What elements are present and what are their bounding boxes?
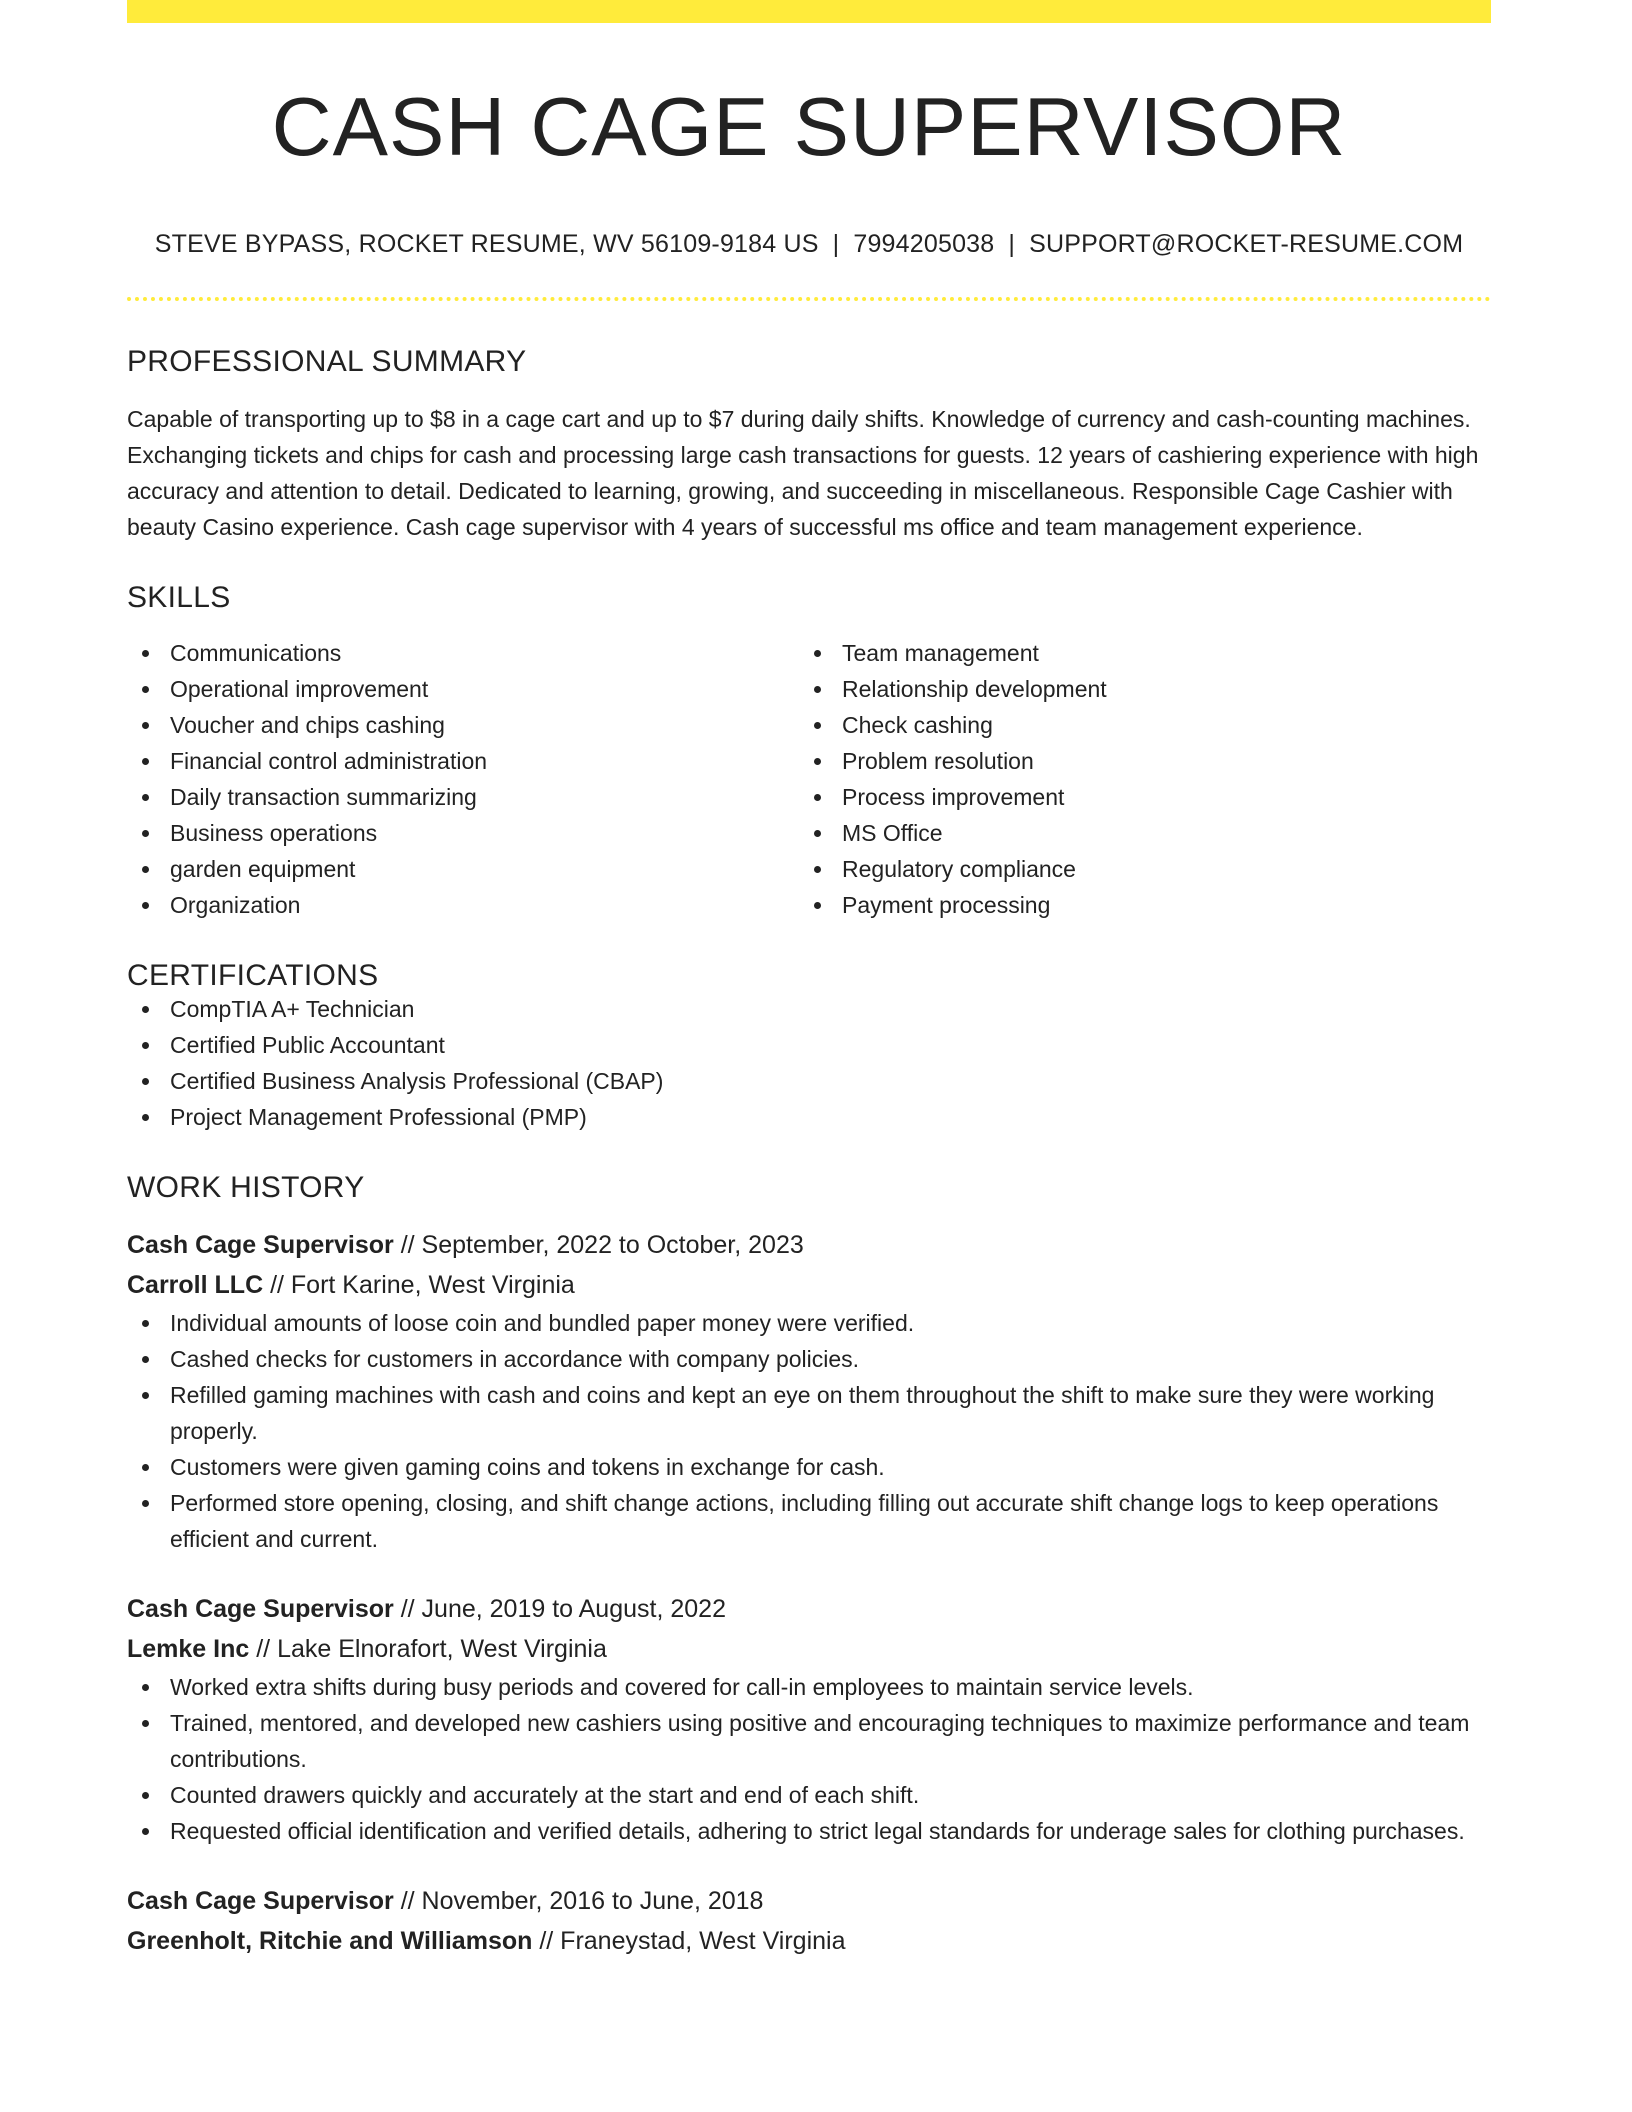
job-bullet: Trained, mentored, and developed new cashiers using positive and encouraging techniques to maximize performance and team contributions. [127,1705,1491,1777]
job-company-line [127,1265,1491,1305]
job-dates: // November, 2016 to June, 2018 [393,1887,764,1915]
job-bullet: Requested official identification and verified details, adhering to strict legal standards for underage sales for clothing purchases. [127,1813,1491,1849]
contact-phone[interactable]: 7994205038 [853,230,995,258]
job-entry [127,1881,1491,1961]
job-bullet: Worked extra shifts during busy periods and covered for call-in employees to maintain service levels. [127,1669,1491,1705]
resume-page [127,0,1491,1961]
job-role: Cash Cage Supervisor [127,1595,394,1623]
certification-item: CompTIA A+ Technician [127,991,1491,1027]
skill-item: garden equipment [127,851,799,887]
job-location: // Franeystad, West Virginia [532,1927,846,1955]
job-company: Carroll LLC [127,1271,264,1299]
contact-separator: | [1008,230,1016,258]
job-entry [127,1225,1491,1557]
job-role: Cash Cage Supervisor [127,1231,394,1259]
resume-title: CASH CAGE SUPERVISOR [271,80,1347,173]
job-role-line [127,1589,1491,1629]
certifications-list [127,991,1491,1135]
job-company-line [127,1629,1491,1669]
contact-address: STEVE BYPASS, ROCKET RESUME, WV 56109-9184 US [154,230,819,258]
job-entry [127,1589,1491,1849]
certification-item: Certified Business Analysis Professional (CBAP) [127,1063,1491,1099]
skill-item: Check cashing [799,707,1491,743]
section-title-skills: SKILLS [127,581,231,614]
skill-item: Relationship development [799,671,1491,707]
job-company: Lemke Inc [127,1635,250,1663]
accent-top-bar [127,0,1491,23]
job-role-line [127,1225,1491,1265]
skill-item: Financial control administration [127,743,799,779]
skill-item: Organization [127,887,799,923]
job-location: // Fort Karine, West Virginia [263,1271,575,1299]
certification-item: Certified Public Accountant [127,1027,1491,1063]
skills-column-right [799,635,1491,923]
section-title-summary: PROFESSIONAL SUMMARY [127,345,527,378]
skill-item: MS Office [799,815,1491,851]
job-bullet: Customers were given gaming coins and tokens in exchange for cash. [127,1449,1491,1485]
skill-item: Problem resolution [799,743,1491,779]
job-location: // Lake Elnorafort, West Virginia [249,1635,607,1663]
job-bullet: Refilled gaming machines with cash and coins and kept an eye on them throughout the shift to make sure they were working properly. [127,1377,1491,1449]
skill-item: Operational improvement [127,671,799,707]
job-bullets [127,1305,1491,1557]
job-bullet: Individual amounts of loose coin and bundled paper money were verified. [127,1305,1491,1341]
certification-item: Project Management Professional (PMP) [127,1099,1491,1135]
job-company-line [127,1921,1491,1961]
job-role: Cash Cage Supervisor [127,1887,394,1915]
skill-item: Communications [127,635,799,671]
skill-item: Payment processing [799,887,1491,923]
job-company: Greenholt, Ritchie and Williamson [127,1927,533,1955]
job-role-line [127,1881,1491,1921]
job-bullet: Counted drawers quickly and accurately at the start and end of each shift. [127,1777,1491,1813]
section-title-certifications: CERTIFICATIONS [127,959,379,992]
summary-paragraph: Capable of transporting up to $8 in a cage cart and up to $7 during daily shifts. Knowledge of currency and cash-counting machines. Exchanging tickets and chips for cash and processing large cash transactions for guests. 12 years of cashiering experience with high accuracy and attention to detail. Dedicated to learning, growing, and succeeding in miscellaneous. Responsible Cage Cashier with beauty Casino experience. Cash cage supervisor with 4 years of successful ms office and team management experience. [127,406,1479,540]
skill-item: Regulatory compliance [799,851,1491,887]
skills-column-left [127,635,799,923]
contact-separator: | [832,230,840,258]
skill-item: Voucher and chips cashing [127,707,799,743]
job-bullet: Cashed checks for customers in accordance with company policies. [127,1341,1491,1377]
contact-email[interactable]: SUPPORT@ROCKET-RESUME.COM [1029,230,1464,258]
job-dates: // September, 2022 to October, 2023 [393,1231,804,1259]
work-history-list [127,1225,1491,1961]
dotted-divider [127,297,1491,301]
job-bullets [127,1669,1491,1849]
skill-item: Process improvement [799,779,1491,815]
job-bullet: Performed store opening, closing, and shift change actions, including filling out accurate shift change logs to keep operations efficient and current. [127,1485,1491,1557]
skill-item: Daily transaction summarizing [127,779,799,815]
section-title-work-history: WORK HISTORY [127,1171,365,1204]
contact-line [127,232,1491,257]
skills-list [127,635,1491,923]
skill-item: Team management [799,635,1491,671]
job-dates: // June, 2019 to August, 2022 [393,1595,726,1623]
skill-item: Business operations [127,815,799,851]
